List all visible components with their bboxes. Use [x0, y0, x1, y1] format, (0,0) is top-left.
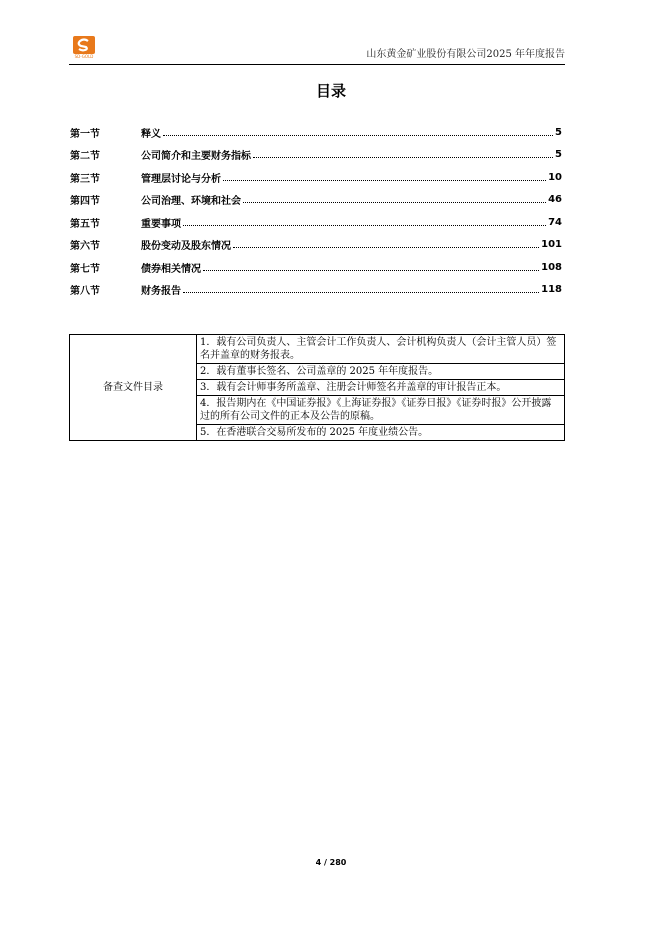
toc-section-number: 第四节 [70, 196, 100, 208]
toc-item[interactable] [70, 211, 562, 234]
toc-section-name: 释义 [141, 128, 161, 140]
table-of-contents [70, 121, 562, 301]
toc-section-name: 财务报告 [141, 286, 181, 298]
table-row [70, 335, 565, 364]
toc-section-name: 债券相关情况 [141, 263, 201, 275]
toc-item[interactable] [70, 234, 562, 257]
toc-item[interactable] [70, 256, 562, 279]
company-logo [69, 36, 99, 62]
toc-section-number: 第七节 [70, 263, 100, 275]
toc-leader-dots [243, 202, 546, 203]
toc-item[interactable] [70, 189, 562, 212]
toc-section-number: 第六节 [70, 241, 100, 253]
toc-section-number: 第二节 [70, 151, 100, 163]
report-header-title: 山东黄金矿业股份有限公司2025 年年度报告 [366, 49, 565, 60]
reference-doc-item: 4．报告期内在《中国证券报》《上海证券报》《证券日报》《证券时报》公开披露过的所有公司文件的正本及公告的原稿。 [197, 396, 565, 425]
toc-leader-dots [183, 225, 546, 226]
toc-title: 目录 [315, 82, 346, 100]
page-number: 4 / 280 [315, 858, 347, 867]
reference-docs-label: 备查文件目录 [70, 335, 197, 441]
toc-page-number: 46 [548, 194, 562, 206]
toc-item[interactable] [70, 121, 562, 144]
toc-page-number: 118 [541, 284, 562, 296]
reference-doc-item: 5．在香港联合交易所发布的 2025 年度业绩公告。 [197, 425, 565, 441]
toc-page-number: 74 [548, 216, 562, 228]
reference-documents-table [69, 334, 565, 441]
toc-leader-dots [163, 135, 553, 136]
page-header [69, 36, 565, 65]
reference-doc-item: 2．载有董事长签名、公司盖章的 2025 年年度报告。 [197, 364, 565, 380]
logo-text: SD-GOLD [74, 54, 94, 59]
toc-section-name: 重要事项 [141, 218, 181, 230]
toc-leader-dots [233, 247, 539, 248]
toc-leader-dots [223, 180, 546, 181]
toc-leader-dots [203, 270, 539, 271]
toc-page-number: 10 [548, 171, 562, 183]
toc-page-number: 108 [541, 261, 562, 273]
toc-section-number: 第一节 [70, 128, 100, 140]
toc-section-number: 第五节 [70, 218, 100, 230]
toc-section-name: 股份变动及股东情况 [141, 241, 231, 253]
toc-item[interactable] [70, 166, 562, 189]
toc-leader-dots [183, 292, 539, 293]
toc-section-name: 公司治理、环境和社会 [141, 196, 241, 208]
reference-doc-item: 1．载有公司负责人、主管会计工作负责人、会计机构负责人（会计主管人员）签名并盖章的财务报表。 [197, 335, 565, 364]
toc-section-name: 管理层讨论与分析 [141, 173, 221, 185]
toc-section-name: 公司简介和主要财务指标 [141, 151, 251, 163]
toc-page-number: 5 [555, 149, 562, 161]
sd-gold-logo-icon [73, 36, 95, 54]
toc-section-number: 第三节 [70, 173, 100, 185]
toc-item[interactable] [70, 144, 562, 167]
toc-item[interactable] [70, 279, 562, 302]
toc-page-number: 5 [555, 126, 562, 138]
reference-doc-item: 3．载有会计师事务所盖章、注册会计师签名并盖章的审计报告正本。 [197, 380, 565, 396]
toc-section-number: 第八节 [70, 286, 100, 298]
toc-page-number: 101 [541, 239, 562, 251]
toc-leader-dots [253, 157, 553, 158]
